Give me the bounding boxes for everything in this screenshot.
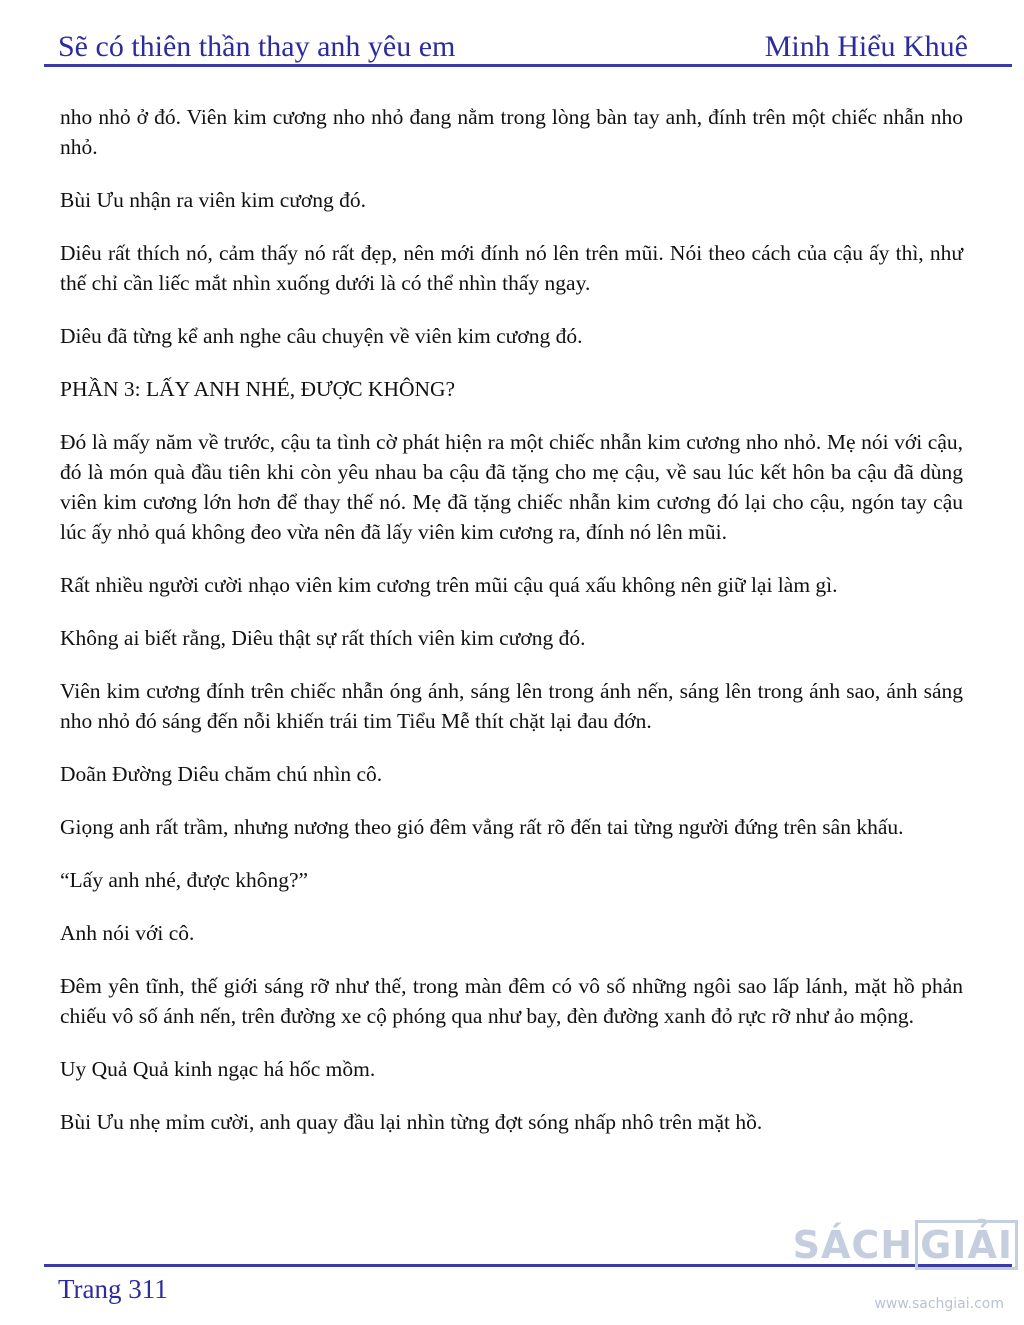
page-number: Trang 311 — [58, 1274, 168, 1304]
paragraph: Giọng anh rất trầm, nhưng nương theo gió đêm vẳng rất rõ đến tai từng người đứng trên sân khấu. — [60, 815, 904, 839]
watermark-url: www.sachgiai.com — [874, 1296, 1004, 1312]
paragraph: Diêu đã từng kể anh nghe câu chuyện về viên kim cương đó. — [60, 324, 583, 348]
watermark-logo — [793, 1220, 1018, 1270]
paragraph: Viên kim cương đính trên chiếc nhẫn óng ánh, sáng lên trong ánh nến, sáng lên trong ánh sao, ánh sáng nho nhỏ đó sáng đến nỗi khiến trái tim Tiểu Mễ thít chặt lại đau đớn. — [60, 679, 963, 733]
paragraph: Đêm yên tĩnh, thế giới sáng rỡ như thế, trong màn đêm có vô số những ngôi sao lấp lánh, mặt hồ phản chiếu vô số ánh nến, trên đường xe cộ phóng qua như bay, đèn đường xanh đỏ rực rỡ như ảo mộng. — [60, 974, 963, 1028]
paragraph: Bùi Ưu nhẹ mỉm cười, anh quay đầu lại nhìn từng đợt sóng nhấp nhô trên mặt hồ. — [60, 1110, 763, 1134]
watermark — [792, 1214, 1018, 1320]
watermark-logo-right: GIẢI — [915, 1220, 1018, 1270]
paragraph: Rất nhiều người cười nhạo viên kim cương trên mũi cậu quá xấu không nên giữ lại làm gì. — [60, 573, 838, 597]
page-header — [58, 24, 968, 64]
paragraph: nho nhỏ ở đó. Viên kim cương nho nhỏ đang nằm trong lòng bàn tay anh, đính trên một chiếc nhẫn nho nhỏ. — [60, 105, 963, 159]
watermark-logo-left: SÁCH — [792, 1223, 914, 1267]
header-divider — [44, 64, 1012, 67]
paragraph: Uy Quả Quả kinh ngạc há hốc mồm. — [60, 1057, 376, 1081]
paragraph: Doãn Đường Diêu chăm chú nhìn cô. — [60, 762, 383, 786]
author-name: Minh Hiểu Khuê — [764, 30, 968, 63]
paragraph: Bùi Ưu nhận ra viên kim cương đó. — [60, 188, 367, 212]
paragraph: Diêu rất thích nó, cảm thấy nó rất đẹp, nên mới đính nó lên trên mũi. Nói theo cách của cậu ấy thì, như thế chỉ cần liếc mắt nhìn xuống dưới là có thể nhìn thấy ngay. — [60, 241, 963, 295]
paragraph: Không ai biết rằng, Diêu thật sự rất thích viên kim cương đó. — [60, 626, 586, 650]
book-title: Sẽ có thiên thần thay anh yêu em — [58, 30, 456, 63]
paragraph: Đó là mấy năm về trước, cậu ta tình cờ phát hiện ra một chiếc nhẫn kim cương nho nhỏ. Mẹ nói với cậu, đó là món quà đầu tiên khi còn yêu nhau ba cậu đã tặng cho mẹ cậu, về sau lúc kết hôn ba cậu đã dùng viên kim cương lớn hơn để thay thế nó. Mẹ đã tặng chiếc nhẫn kim cương đó lại cho cậu, ngón tay cậu lúc ấy nhỏ quá không đeo vừa nên đã lấy viên kim cương ra, đính nó lên mũi. — [60, 430, 963, 544]
chapter-heading: PHẦN 3: LẤY ANH NHÉ, ĐƯỢC KHÔNG? — [60, 377, 456, 401]
paragraph: “Lấy anh nhé, được không?” — [60, 868, 309, 892]
paragraph: Anh nói với cô. — [60, 921, 195, 945]
page-body — [60, 102, 963, 1160]
